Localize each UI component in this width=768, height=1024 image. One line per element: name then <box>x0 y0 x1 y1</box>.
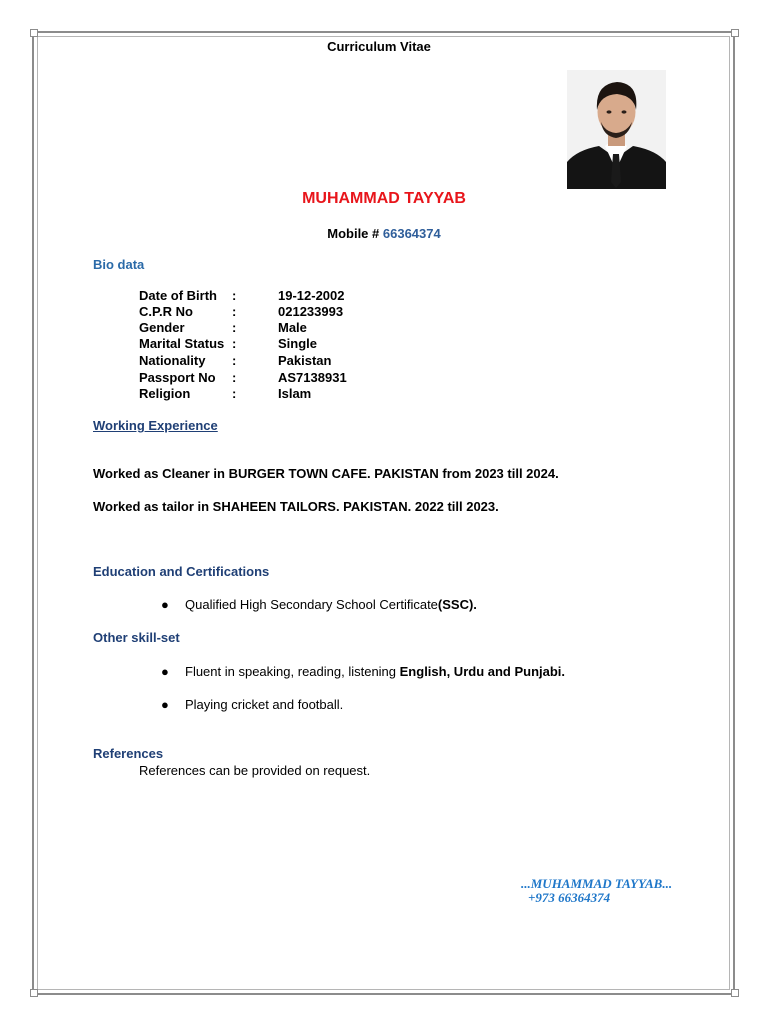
references-heading: References <box>93 746 164 761</box>
bullet-icon: ● <box>161 697 169 712</box>
education-heading: Education and Certifications <box>93 564 270 579</box>
bio-row-passport-no <box>139 370 347 385</box>
skill-item-emphasis: English, Urdu and Punjabi. <box>399 664 566 679</box>
bio-colon: : <box>232 288 237 303</box>
document-title: Curriculum Vitae <box>327 39 431 54</box>
signature-phone: +973 66364374 <box>528 890 611 905</box>
bio-label: C.P.R No <box>139 304 193 319</box>
working-experience-heading: Working Experience <box>93 418 218 433</box>
bio-colon: : <box>232 320 237 335</box>
bio-row-nationality <box>139 353 331 368</box>
bio-value: 021233993 <box>278 304 344 319</box>
bio-colon: : <box>232 353 237 368</box>
page-corner-mark <box>30 29 38 37</box>
profile-photo-illustration <box>567 70 666 189</box>
references-text: References can be provided on request. <box>139 763 371 778</box>
bio-colon: : <box>232 304 237 319</box>
bio-colon: : <box>232 370 237 385</box>
bio-label: Gender <box>139 320 185 335</box>
bio-label: Date of Birth <box>139 288 217 303</box>
bio-row-gender <box>139 320 307 335</box>
page-corner-mark <box>731 989 739 997</box>
mobile-line <box>0 226 768 241</box>
bullet-icon: ● <box>161 664 169 679</box>
experience-item: Worked as Cleaner in BURGER TOWN CAFE. PAKISTAN from 2023 till 2024. <box>93 466 559 481</box>
signature-name: ...MUHAMMAD TAYYAB... <box>521 876 673 891</box>
bio-value: 19-12-2002 <box>278 288 345 303</box>
skills-heading: Other skill-set <box>93 630 180 645</box>
mobile-label: Mobile # <box>327 226 380 241</box>
bio-value: Islam <box>278 386 312 401</box>
bio-value: Male <box>278 320 307 335</box>
bio-value: AS7138931 <box>278 370 347 385</box>
education-item-emphasis: (SSC). <box>437 597 477 612</box>
skill-item-sports: Playing cricket and football. <box>185 697 344 712</box>
profile-photo <box>567 70 666 189</box>
experience-item: Worked as tailor in SHAHEEN TAILORS. PAKISTAN. 2022 till 2023. <box>93 499 499 514</box>
bio-row-cpr-no <box>139 304 343 319</box>
bio-colon: : <box>232 386 237 401</box>
bio-data-heading: Bio data <box>93 257 145 272</box>
skill-item-languages <box>185 664 565 679</box>
bio-label: Nationality <box>139 353 206 368</box>
bio-value: Single <box>278 336 318 351</box>
bio-row-marital-status <box>139 336 317 351</box>
skill-item-text: Fluent in speaking, reading, listening <box>185 664 400 679</box>
bio-label: Passport No <box>139 370 216 385</box>
candidate-name: MUHAMMAD TAYYAB <box>302 190 466 207</box>
bio-row-date-of-birth <box>139 288 345 303</box>
bio-label: Marital Status <box>139 336 225 351</box>
bio-value: Pakistan <box>278 353 332 368</box>
bullet-icon: ● <box>161 597 169 612</box>
page-corner-mark <box>731 29 739 37</box>
bio-row-religion <box>139 386 311 401</box>
mobile-number: 66364374 <box>382 226 441 241</box>
bio-colon: : <box>232 336 237 351</box>
page-corner-mark <box>30 989 38 997</box>
education-item <box>185 597 477 612</box>
bio-label: Religion <box>139 386 191 401</box>
education-item-text: Qualified High Secondary School Certificate <box>185 597 438 612</box>
